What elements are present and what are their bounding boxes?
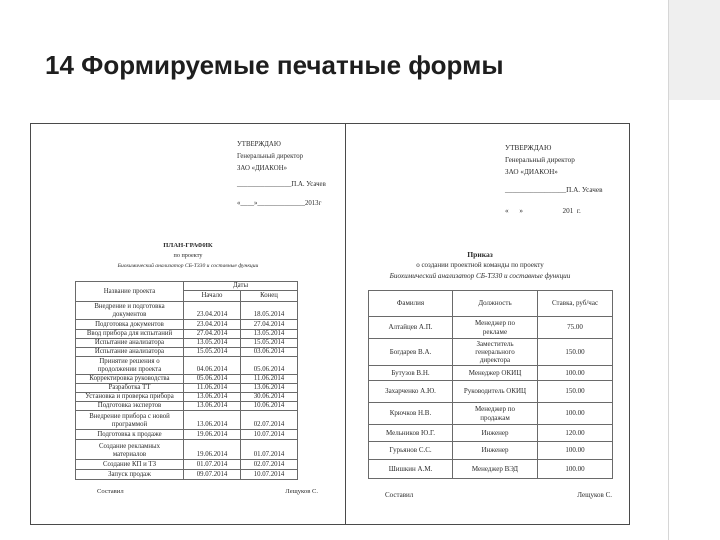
position-cell: Менеджер ОКИЦ bbox=[453, 366, 538, 381]
column-header-dates: Даты bbox=[184, 282, 298, 291]
document-title: ПЛАН-ГРАФИК bbox=[163, 242, 213, 249]
task-name-cell: Подготовка к продаже bbox=[76, 430, 184, 440]
plan-schedule-form bbox=[31, 124, 346, 524]
rate-cell: 75.00 bbox=[538, 317, 613, 339]
start-date-cell: 05.06.2014 bbox=[184, 375, 241, 384]
column-header-task: Название проекта bbox=[76, 282, 184, 302]
task-name-cell: Внедрение и подготовка документов bbox=[76, 302, 184, 320]
start-date-cell: 23.04.2014 bbox=[184, 302, 241, 320]
approval-date: «____»______________2013г bbox=[237, 200, 322, 207]
project-team-table bbox=[368, 290, 613, 479]
start-date-cell: 01.07.2014 bbox=[184, 460, 241, 470]
project-name: Биохимический анализатор СБ-Т330 и составные функции bbox=[389, 272, 571, 280]
start-date-cell: 19.06.2014 bbox=[184, 440, 241, 460]
task-name-cell: Разработка ТТ bbox=[76, 384, 184, 393]
start-date-cell: 13.06.2014 bbox=[184, 402, 241, 411]
table-header-row bbox=[76, 282, 298, 291]
table-header-row bbox=[369, 291, 613, 317]
surname-cell: Бутузов В.Н. bbox=[369, 366, 453, 381]
end-date-cell: 02.07.2014 bbox=[241, 460, 298, 470]
start-date-cell: 23.04.2014 bbox=[184, 320, 241, 330]
end-date-cell: 01.07.2014 bbox=[241, 440, 298, 460]
start-date-cell: 13.05.2014 bbox=[184, 339, 241, 348]
rate-cell: 100.00 bbox=[538, 403, 613, 425]
start-date-cell: 19.06.2014 bbox=[184, 430, 241, 440]
end-date-cell: 30.06.2014 bbox=[241, 393, 298, 402]
table-row bbox=[76, 393, 298, 402]
table-row bbox=[76, 460, 298, 470]
position-cell: Менеджер ВЭД bbox=[453, 460, 538, 479]
approval-position: Генеральный директор bbox=[237, 153, 303, 160]
compiled-by-label: Составил bbox=[97, 488, 124, 495]
surname-cell: Шишкин А.М. bbox=[369, 460, 453, 479]
table-row bbox=[76, 402, 298, 411]
end-date-cell: 11.06.2014 bbox=[241, 375, 298, 384]
table-row bbox=[369, 425, 613, 442]
table-row bbox=[369, 381, 613, 403]
approval-date: « » 201 г. bbox=[505, 207, 581, 215]
compiled-by-label: Составил bbox=[385, 491, 414, 499]
side-band-header bbox=[669, 0, 720, 100]
start-date-cell: 27.04.2014 bbox=[184, 330, 241, 339]
column-header-start: Начало bbox=[184, 291, 241, 302]
position-cell: Менеджер по рекламе bbox=[453, 317, 538, 339]
end-date-cell: 10.06.2014 bbox=[241, 402, 298, 411]
document-subtitle: по проекту bbox=[173, 252, 203, 259]
compiled-by-name: Лещуков С. bbox=[285, 488, 318, 495]
table-row bbox=[369, 442, 613, 460]
table-row bbox=[76, 440, 298, 460]
task-name-cell: Создание рекламных материалов bbox=[76, 440, 184, 460]
print-forms-preview bbox=[30, 123, 630, 525]
end-date-cell: 10.07.2014 bbox=[241, 470, 298, 480]
task-name-cell: Ввод прибора для испытаний bbox=[76, 330, 184, 339]
task-name-cell: Принятие решения о продолжении проекта bbox=[76, 357, 184, 375]
document-subtitle: о создании проектной команды по проекту bbox=[416, 261, 544, 269]
start-date-cell: 04.06.2014 bbox=[184, 357, 241, 375]
approval-signature: _________________П.А. Усачев bbox=[505, 186, 603, 194]
surname-cell: Мельников Ю.Г. bbox=[369, 425, 453, 442]
table-row bbox=[76, 470, 298, 480]
start-date-cell: 13.06.2014 bbox=[184, 393, 241, 402]
table-row bbox=[76, 339, 298, 348]
end-date-cell: 27.04.2014 bbox=[241, 320, 298, 330]
table-row bbox=[369, 460, 613, 479]
rate-cell: 150.00 bbox=[538, 339, 613, 366]
start-date-cell: 15.05.2014 bbox=[184, 348, 241, 357]
approval-heading: УТВЕРЖДАЮ bbox=[505, 144, 552, 152]
table-row bbox=[76, 330, 298, 339]
end-date-cell: 13.05.2014 bbox=[241, 330, 298, 339]
end-date-cell: 13.06.2014 bbox=[241, 384, 298, 393]
end-date-cell: 18.05.2014 bbox=[241, 302, 298, 320]
slide-title: 14 Формируемые печатные формы bbox=[45, 50, 504, 80]
table-row bbox=[369, 366, 613, 381]
table-row bbox=[76, 348, 298, 357]
surname-cell: Гурьянов С.С. bbox=[369, 442, 453, 460]
table-row bbox=[76, 357, 298, 375]
task-name-cell: Корректировка руководства bbox=[76, 375, 184, 384]
approval-heading: УТВЕРЖДАЮ bbox=[237, 141, 281, 148]
table-row bbox=[76, 430, 298, 440]
compiled-by-name: Лещуков С. bbox=[577, 491, 612, 499]
table-row bbox=[76, 411, 298, 430]
document-title: Приказ bbox=[467, 250, 493, 259]
task-name-cell: Испытание анализатора bbox=[76, 339, 184, 348]
end-date-cell: 03.06.2014 bbox=[241, 348, 298, 357]
rate-cell: 150.00 bbox=[538, 381, 613, 403]
task-name-cell: Создание КП и ТЗ bbox=[76, 460, 184, 470]
table-row bbox=[76, 320, 298, 330]
rate-cell: 120.00 bbox=[538, 425, 613, 442]
table-row bbox=[76, 375, 298, 384]
task-name-cell: Внедрение прибора с новой программой bbox=[76, 411, 184, 430]
position-cell: Менеджер по продажам bbox=[453, 403, 538, 425]
task-name-cell: Подготовка экспертов bbox=[76, 402, 184, 411]
rate-cell: 100.00 bbox=[538, 366, 613, 381]
table-row bbox=[369, 317, 613, 339]
column-header-position: Должность bbox=[453, 291, 538, 317]
task-name-cell: Испытание анализатора bbox=[76, 348, 184, 357]
end-date-cell: 05.06.2014 bbox=[241, 357, 298, 375]
rate-cell: 100.00 bbox=[538, 442, 613, 460]
end-date-cell: 15.05.2014 bbox=[241, 339, 298, 348]
surname-cell: Алтайцев А.П. bbox=[369, 317, 453, 339]
table-row bbox=[369, 339, 613, 366]
end-date-cell: 10.07.2014 bbox=[241, 430, 298, 440]
surname-cell: Крючков Н.В. bbox=[369, 403, 453, 425]
position-cell: Руководитель ОКИЦ bbox=[453, 381, 538, 403]
column-header-end: Конец bbox=[241, 291, 298, 302]
surname-cell: Богдарев В.А. bbox=[369, 339, 453, 366]
approval-signature: ________________П.А. Усачев bbox=[237, 181, 326, 188]
start-date-cell: 11.06.2014 bbox=[184, 384, 241, 393]
approval-company: ЗАО «ДИАКОН» bbox=[237, 165, 288, 172]
plan-schedule-table bbox=[75, 281, 298, 480]
position-cell: Инженер bbox=[453, 425, 538, 442]
table-row bbox=[369, 403, 613, 425]
column-header-rate: Ставка, руб/час bbox=[538, 291, 613, 317]
column-header-surname: Фамилия bbox=[369, 291, 453, 317]
start-date-cell: 13.06.2014 bbox=[184, 411, 241, 430]
project-team-order-form bbox=[346, 124, 629, 524]
approval-company: ЗАО «ДИАКОН» bbox=[505, 168, 558, 176]
end-date-cell: 02.07.2014 bbox=[241, 411, 298, 430]
approval-position: Генеральный директор bbox=[505, 156, 575, 164]
table-row bbox=[76, 384, 298, 393]
start-date-cell: 09.07.2014 bbox=[184, 470, 241, 480]
position-cell: Заместитель генерального директора bbox=[453, 339, 538, 366]
surname-cell: Захарченко А.Ю. bbox=[369, 381, 453, 403]
task-name-cell: Подготовка документов bbox=[76, 320, 184, 330]
task-name-cell: Запуск продаж bbox=[76, 470, 184, 480]
task-name-cell: Установка и проверка прибора bbox=[76, 393, 184, 402]
project-name: Биохимический анализатор СБ-Т330 и составные функции bbox=[117, 263, 259, 269]
rate-cell: 100.00 bbox=[538, 460, 613, 479]
table-row bbox=[76, 302, 298, 320]
position-cell: Инженер bbox=[453, 442, 538, 460]
